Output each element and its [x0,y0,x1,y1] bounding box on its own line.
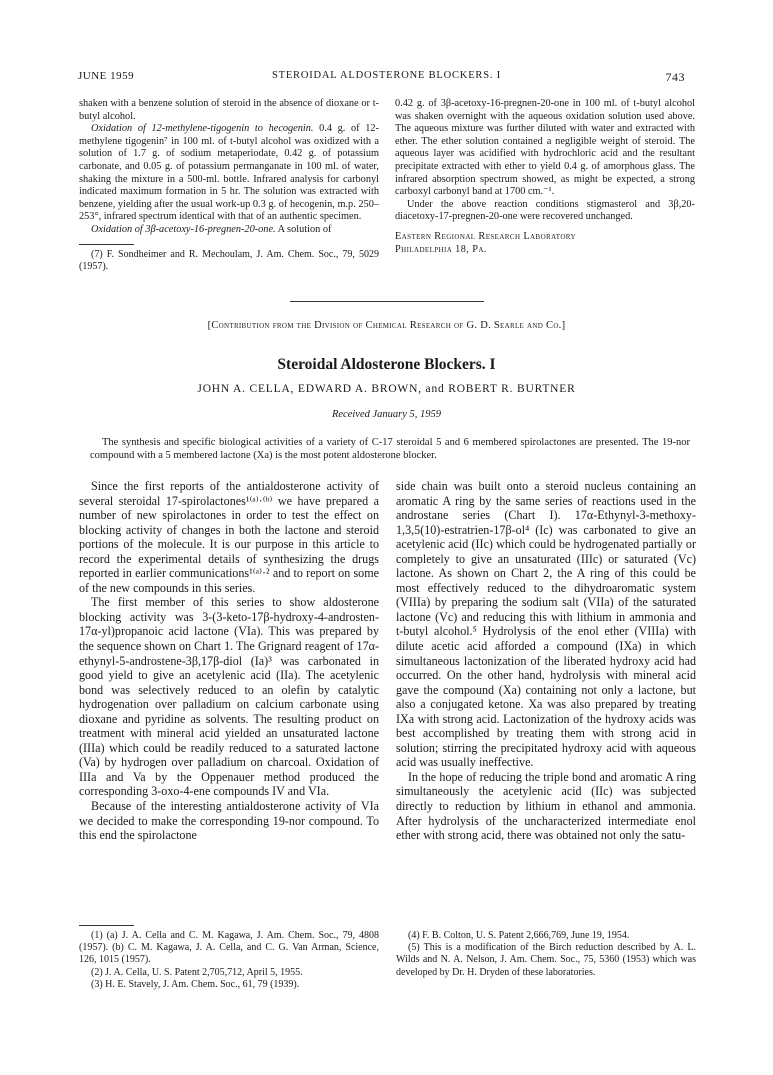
footnote: (5) This is a modification of the Birch reduction described by A. L. Wilds and N. A. Nelson, J. Am. Chem. Soc., 75, 5360 (1953) which was developed by Dr. H. Dryden of these laboratories. [396,942,696,978]
paragraph: side chain was built onto a steroid nucleus containing an aromatic A ring by the same series of reactions used in the androstane series (Chart I). 17α-Ethynyl-3-methoxy-1,3,5(10)-estratrien-17β-ol⁴ (Ic) was carbonated to give an acetylenic acid (IIc) which could be hydrogenated partially or completely to give an unsaturated (IIIc) or saturated (Vc) lactone. As shown on Chart 2, the A ring of this could be most effectively reduced to the dihydroaromatic system (VIIIa) by preparing the sodium salt (VIIa) of the saturated lactone (Vc) and reducing this with lithium in ammonia and t-butyl alcohol.⁵ Hydrolysis of the enol ether (VIIIa) with dilute acetic acid afforded a compound (IXa) in which simultaneous lactonization of the liberated hydroxy acid had occurred. On the other hand, hydrolysis with mineral acid gave the compound (Xa) containing not only a lactone, but also a conjugated ketone. Xa was also prepared by treating IXa with strong acid. Lactonization of the hydroxy acids was best accomplished by treating them with strong acid in solution; stirring the precipitated hydroxy acid with aqueous acid was usually ineffective. [396,479,696,770]
paragraph: Under the above reaction conditions stigmasterol and 3β,20-diacetoxy-17-pregnen-20-one were recovered unchanged. [395,198,695,223]
affiliation-lab: Eastern Regional Research Laboratory [395,230,576,242]
paragraph-body: A solution of [275,223,332,235]
body-left-column [79,479,379,843]
footnote: (7) F. Sondheimer and R. Mechoulam, J. Am. Chem. Soc., 79, 5029 (1957). [79,248,379,272]
running-header-title: STEROIDAL ALDOSTERONE BLOCKERS. I [271,70,501,81]
paragraph-body: 0.4 g. of 12-methylene tigogenin⁷ in 100 ml. of t-butyl alcohol was oxidized with a solution of 1.7 g. of sodium metaperiodate, 0.42 g. of potassium carbonate, and 0.05 g. of potassium permanganate in 100 ml. of water, shaking the mixture in a 500-ml. bottle. Infrared analysis for carbonyl indicated maximum formation in 5 hr. The solution was extracted with benzene, yielding after the usual work-up 0.3 g. of hecogenin, m.p. 250–253°, infrared spectrum identical with that of an authentic specimen. [79,123,379,223]
running-header-date: JUNE 1959 [78,70,135,82]
body-right-column [396,479,696,843]
footnotes-left [79,925,379,991]
page-number: 743 [665,70,685,84]
article-authors: JOHN A. CELLA, EDWARD A. BROWN, and ROBERT R. BURTNER [197,383,576,395]
paragraph: Since the first reports of the antialdosterone activity of several steroidal 17-spirolactones¹⁽ᵃ⁾·⁽ᵇ⁾ we have prepared a number of new spirolactones in order to test the effect on blocking activity of changes in both the lactone and steroid portions of the molecule. It is our purpose in this article to record the experimental details of synthesizing the drugs reported in earlier communications¹⁽ᵃ⁾·² and to report on some of the new compounds in this series. [79,479,379,595]
previous-article-left-column [79,98,379,273]
previous-article-right-column [395,98,695,256]
footnote: (2) J. A. Cella, U. S. Patent 2,705,712, April 5, 1955. [91,966,303,978]
paragraph: Because of the interesting antialdosterone activity of VIa we decided to make the corresponding 19-nor compound. To this end the spirolactone [79,799,379,843]
paragraph: 0.42 g. of 3β-acetoxy-16-pregnen-20-one in 100 ml. of t-butyl alcohol was shaken overnight with the aqueous oxidation solution used above. The aqueous mixture was further diluted with water and extracted with ether. The ether solution contained a negligible weight of steroid. The aqueous layer was acidified with hydrochloric acid and the resultant precipitate extracted with ether to yield 0.4 g. of amorphous glass. The infrared absorption spectrum showed, as might be expected, a strong carboxyl carbonyl band at 1700 cm.⁻¹. [395,98,695,198]
received-date: Received January 5, 1959 [331,409,442,420]
paragraph [79,224,379,237]
footnotes-right [396,925,696,979]
paragraph: shaken with a benzene solution of steroid in the absence of dioxane or t-butyl alcohol. [79,98,379,122]
contribution-line: [Contribution from the Division of Chemical Research of G. D. Searle and Co.] [207,320,566,331]
paragraph-heading: Oxidation of 3β-acetoxy-16-pregnen-20-one. [91,223,276,235]
footnote: (4) F. B. Colton, U. S. Patent 2,666,769, June 19, 1954. [408,930,630,941]
paragraph: The first member of this series to show aldosterone blocking activity was 3-(3-keto-17β-hydroxy-4-androsten-17α-yl)propanoic acid lactone (VIa). This was prepared by the sequence shown on Chart 1. The Grignard reagent of 17α-ethynyl-5-androstene-3β,17β-diol (Ia)³ was carbonated in good yield to give an acetylenic acid (IIa). The acetylenic bond was selectively reduced to an olefin by catalytic hydrogenation over palladium on calcium carbonate using dioxane and pyridine as solvents. The resulting product on treatment with mineral acid yielded an unsaturated lactone (IIIa) which could be readily reduced to a saturated lactone (Va) by hydrogen over palladium on charcoal. Oxidation of IIIa and Va by the Oppenauer method produced the corresponding 3-oxo-4-ene compounds IV and VIa. [79,595,379,799]
article-separator [290,301,484,302]
article-title: Steroidal Aldosterone Blockers. I [277,356,496,373]
paragraph [79,123,379,224]
footnote-rule [79,244,134,245]
abstract: The synthesis and specific biological activities of a variety of C-17 steroidal 5 and 6 membered spirolactones are presented. The 19-nor compound with a 5 membered lactone (Xa) is the most potent aldosterone blocker. [90,437,690,461]
footnote-rule [79,925,134,926]
paragraph: In the hope of reducing the triple bond and aromatic A ring simultaneously the acetylenic acid (IIc) was subjected directly to reduction by lithium in ethanol and ammonia. After hydrolysis of the uncharacterized intermediate enol ether with strong acid, there was obtained not only the satu- [396,769,696,843]
paragraph-heading: Oxidation of 12-methylene-tigogenin to hecogenin. [91,123,314,135]
affiliation-city: Philadelphia 18, Pa. [395,243,487,255]
footnote: (3) H. E. Stavely, J. Am. Chem. Soc., 61, 79 (1939). [91,978,300,990]
footnote: (1) (a) J. A. Cella and C. M. Kagawa, J. Am. Chem. Soc., 79, 4808 (1957). (b) C. M. Kagawa, J. A. Cella, and C. G. Van Arman, Science, 126, 1015 (1957). [79,930,379,966]
